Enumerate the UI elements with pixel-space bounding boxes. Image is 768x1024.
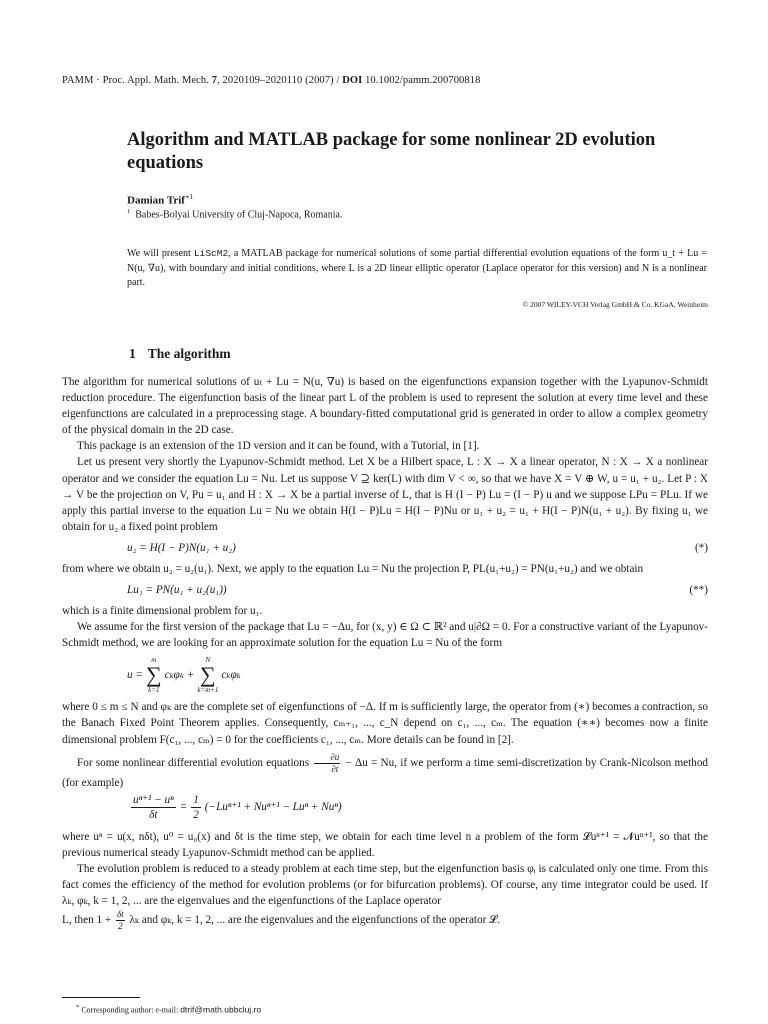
abstract-text-line1: , a MATLAB package for numerical solutions of some partial differential evolution equations of the [228, 248, 637, 259]
paper-title: Algorithm and MATLAB package for some nonlinear 2D evolution equations [127, 130, 656, 173]
expansion-term-1: cₖφₖ + [164, 669, 195, 682]
affiliation [127, 208, 342, 220]
half-dt-den: 2 [118, 921, 123, 932]
equation-expansion [62, 651, 708, 699]
footnote [76, 1004, 261, 1015]
sum-2-lower: k=m+1 [197, 686, 219, 695]
affiliation-mark: 1 [127, 208, 131, 215]
sum-1-lower: k=1 [148, 686, 160, 695]
affiliation-text: Babes-Bolyai University of Cluj-Napoca, Romania. [135, 209, 343, 221]
sum-symbol-1: m ∑ k=1 [145, 656, 162, 695]
equation-star [62, 535, 708, 561]
paragraph-8 [62, 752, 708, 791]
partial-derivative-fraction [314, 752, 340, 775]
footnote-text: Corresponding author: e-mail: [81, 1005, 179, 1015]
cn-lhs-fraction [131, 793, 176, 822]
footnote-rule [62, 997, 140, 998]
cn-equals: = [179, 801, 188, 814]
author-marks: ∗1 [184, 193, 194, 201]
equation-double-star [62, 577, 708, 603]
sum-symbol-2: N ∑ k=m+1 [197, 656, 219, 695]
section-number: 1 [129, 346, 136, 361]
paragraph-6: We assume for the first version of the package that Lu = −Δu, for (x, y) ∈ Ω ⊂ ℝ² and u|∂Ω = 0. For a constructive variant of the Lyapunov-Schmidt method, we are looking for an approximate solution for the equation Lu = Nu of the form [62, 621, 708, 650]
doi-label: DOI [342, 75, 363, 86]
author-name: Damian Trif [127, 194, 185, 207]
journal-name: PAMM · Proc. Appl. Math. Mech. [62, 75, 209, 86]
paragraph-11 [62, 909, 708, 932]
equation-double-star-expr: Lu₁ = PN(u₁ + u₂(u₁)) [127, 584, 227, 597]
paragraph-8-post: − Δu = Nu, if we perform a time semi-discretization by Crank-Nicolson method (for example) [62, 756, 709, 789]
half-dt-fraction [116, 909, 125, 932]
partial-num: ∂u [314, 752, 340, 764]
section-title: The algorithm [147, 346, 231, 361]
equation-double-star-tag: (**) [689, 584, 708, 597]
doi-link[interactable]: 10.1002/pamm.200700818 [365, 75, 481, 86]
paragraph-7: where 0 ≤ m ≤ N and φₖ are the complete set of eigenfunctions of −Δ. If m is sufficiently large, the operator from (∗) becomes a contraction, so the Banach Fixed Point Theorem applies. Consequently, cₘ₊₁, ..., c_N depend on c₁, ..., cₘ. The equation (∗∗) becomes now a finite dimensional problem F(c₁, ..., cₘ) = 0 for the coefficients c₁, ..., cₘ. More details can be found in [2]. [62, 701, 708, 746]
section-heading [129, 346, 231, 362]
paragraph-5: which is a finite dimensional problem for u₁. [62, 605, 263, 618]
expansion-lhs: u = [127, 669, 143, 682]
journal-volume: 7 [211, 75, 218, 86]
author-email-link[interactable]: dtrif@math.ubbcluj.ro [180, 1004, 262, 1015]
abstract-text-line3: for this version) and N is a nonlinear part. [127, 262, 707, 288]
sum-2-upper: N [205, 656, 211, 665]
journal-pages: , 2020109–2020110 (2007) / [217, 75, 340, 86]
copyright-notice: © 2007 WILEY-VCH Verlag GmbH & Co. KGaA, Weinheim [522, 300, 708, 309]
paragraph-11-pre: L, then 1 + [62, 914, 112, 927]
partial-den: ∂t [331, 763, 339, 774]
paragraph-8-pre: For some nonlinear differential evolution equations [77, 756, 310, 769]
cn-lhs-den: δt [149, 808, 158, 821]
cn-half-den: 2 [193, 808, 199, 821]
abstract [127, 247, 707, 291]
paragraph-2: This package is an extension of the 1D version and it can be found, with a Tutorial, in [1]. [77, 440, 480, 453]
abstract-text-pre: We will present [127, 248, 194, 259]
equation-expansion-expr [127, 651, 241, 699]
paragraph-9: where uⁿ = u(x, nδt), u⁰ = u₀(x) and δt is the time step, we obtain for each time level n a problem of the form 𝓛uⁿ⁺¹ = 𝓝uⁿ⁺¹, so that the previous numerical steady Lyapunov-Schmidt method can be applied. [62, 830, 708, 859]
package-name: LiScM2 [193, 248, 229, 259]
paragraph-10: The evolution problem is reduced to a steady problem at each time step, but the eigenfunction basis φᵢ is calculated only one time. From this fact comes the efficiency of the method for evolution problems (or for bifurcation problems). Of course, any time integrator could be used. If λₖ, φₖ, k = 1, 2, ... are the eigenvalues and the eigenfunctions of the Laplace operator [62, 862, 708, 908]
sum-1-upper: m [151, 656, 157, 665]
abstract-text-line2: form u_t + Lu = N(u, ∇u), with boundary and initial conditions, where L is a 2D linear elliptic operator (Laplace operator [127, 248, 708, 274]
cn-rhs: (−Luⁿ⁺¹ + Nuⁿ⁺¹ − Luⁿ + Nuⁿ) [204, 801, 342, 814]
crank-nicolson-expr [127, 793, 342, 822]
author-line [127, 193, 193, 207]
cn-half-fraction [191, 793, 201, 822]
paragraph-1: The algorithm for numerical solutions of uₜ + Lu = N(u, ∇u) is based on the eigenfunctions expansion together with the Lyapunov-Schmidt reduction procedure. The eigenfunction basis of the linear part L of the problem is used to represent the solution at every time level and these eigenfunctions are calculated in a preprocessing stage. A boundary-fitted computational grid is generated in order to allow a complex geometry of the physical domain in the 2D case. [62, 376, 708, 437]
paragraph-3: Let us present very shortly the Lyapunov-Schmidt method. Let X be a Hilbert space, L : X → X a linear operator, N : X → X a nonlinear operator and we consider the equation Lu = Nu. Let us suppose V ⊇ ker(L) with dim V < ∞, so that we have X = V ⊕ W, u = u₁ + u₂. Let P : X → V be the projection on V, Pu = u₁ and H : X → X be a partial inverse of L, that is H (I − P) Lu = (I − P) u and we suppose LPu = PLu. If we apply this partial inverse to the equation Lu = Nu we obtain H(I − P)Lu = H(I − P)Nu or u₁ + u₂ = u₁ + H(I − P)N(u₁ + u₂). By fixing u₁ we obtain for u₂ a fixed point problem [62, 456, 708, 533]
equation-crank-nicolson [62, 791, 708, 829]
equation-star-tag: (*) [694, 541, 708, 554]
section-body [62, 374, 708, 932]
half-dt-num: δt [116, 909, 124, 920]
journal-header [62, 75, 480, 86]
cn-lhs-num: uⁿ⁺¹ − uⁿ [133, 793, 174, 806]
equation-star-expr: u₂ = H(I − P)N(u₁ + u₂) [127, 541, 236, 554]
paragraph-4: from where we obtain u₂ = u₂(u₁). Next, we apply to the equation Lu = Nu the projection P, PL(u₁+u₂) = PN(u₁+u₂) and we obtain [62, 562, 644, 575]
expansion-term-2: cₖφₖ [221, 669, 241, 682]
cn-half-num: 1 [193, 793, 199, 806]
paragraph-11-post: λₖ and φₖ, k = 1, 2, ... are the eigenvalues and the eigenfunctions of the operator 𝓛. [129, 914, 501, 927]
footnote-mark: * [76, 1004, 80, 1011]
